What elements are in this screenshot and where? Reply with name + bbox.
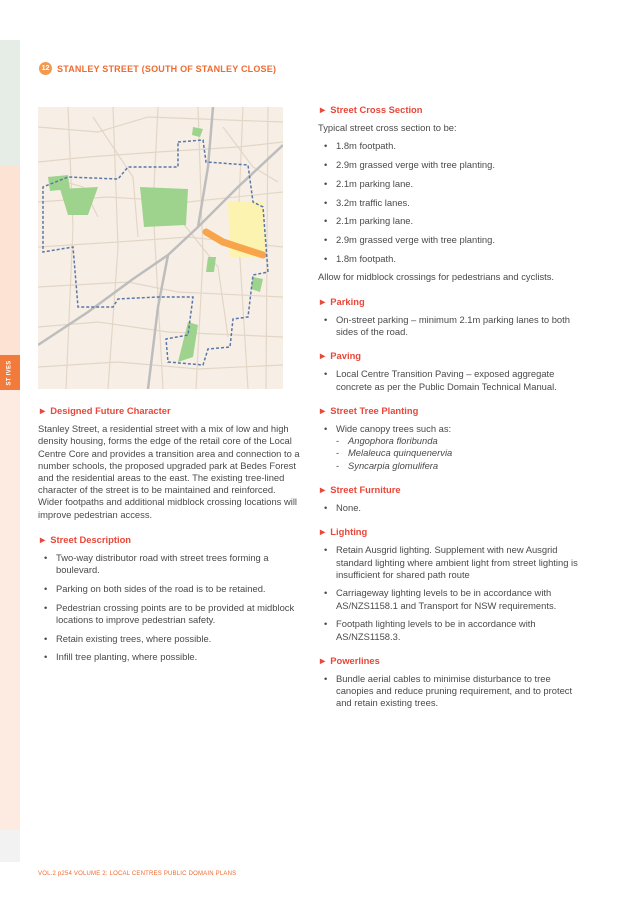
section-heading: ► Street Cross Section	[318, 104, 423, 115]
section-heading: ► Street Description	[38, 533, 132, 545]
cross-section-intro: Typical street cross section to be:	[318, 122, 457, 134]
tree-planting-list	[318, 423, 580, 472]
list-item: • On-street parking – minimum 2.1m parking lanes to both sides of the road.	[318, 314, 580, 338]
list-item: • Retain Ausgrid lighting. Supplement with new Ausgrid standard lighting where ambient light from street lighting is insufficient for shared path route	[318, 544, 580, 581]
section-number-badge: 12	[39, 62, 52, 75]
page-title: STANLEY STREET (SOUTH OF STANLEY CLOSE)	[57, 63, 277, 74]
section-heading: ► Paving	[318, 350, 362, 362]
list-item: • Two-way distributor road with street trees forming a boulevard.	[38, 552, 300, 576]
furniture-list	[318, 502, 580, 514]
list-item: • 3.2m traffic lanes.	[318, 197, 580, 209]
location-map	[38, 107, 283, 389]
arrow-right-icon: ►	[318, 104, 328, 115]
list-item: • 2.9m grassed verge with tree planting.	[318, 159, 580, 171]
parking-list	[318, 314, 580, 338]
arrow-right-icon: ►	[318, 526, 328, 538]
section-heading: ► Designed Future Character	[38, 405, 171, 416]
powerlines-list	[318, 673, 580, 710]
map-graphic	[38, 107, 283, 389]
street-description-list	[38, 552, 300, 663]
list-item: • Parking on both sides of the road is to be retained.	[38, 583, 300, 595]
species-item: - Syncarpia glomulifera	[336, 460, 580, 472]
character-paragraph: Stanley Street, a residential street with a mix of low and high density housing, forms the edge of the retail core of the Local Centre Core and provides a transition area and connection to a number schools, the proposed upgraded park at Bedes Forest and the residential areas to the east. The existing tree-lined character of the street is to be maintained and reinforced. Wider footpaths and additional midblock crossing locations will improve pedestrian access.	[38, 423, 300, 520]
arrow-right-icon: ►	[38, 405, 48, 416]
list-item: • 2.1m parking lane.	[318, 178, 580, 190]
list-item: • 1.8m footpath.	[318, 253, 580, 265]
list-item: • None.	[318, 502, 580, 514]
section-heading: ► Street Tree Planting	[318, 404, 419, 416]
arrow-right-icon: ►	[318, 483, 328, 495]
list-item: • Retain existing trees, where possible.	[38, 633, 300, 645]
cross-section-list	[318, 140, 580, 264]
list-item: • 2.1m parking lane.	[318, 215, 580, 227]
side-tab-label: ST IVES	[7, 359, 14, 386]
section-heading: ► Powerlines	[318, 654, 380, 666]
side-tab-segment	[0, 40, 20, 165]
arrow-right-icon: ►	[318, 295, 328, 307]
list-item: • Wide canopy trees such as: - Angophora floribunda - Melaleuca quinquenervia - Syncarpia glomulifera	[318, 423, 580, 472]
section-heading: ► Parking	[318, 295, 365, 307]
list-item: • Infill tree planting, where possible.	[38, 651, 300, 663]
list-item: • 1.8m footpath.	[318, 140, 580, 152]
list-item: • Local Centre Transition Paving – exposed aggregate concrete as per the Public Domain Technical Manual.	[318, 368, 580, 392]
list-item: • 2.9m grassed verge with tree planting.	[318, 234, 580, 246]
page-footer: VOL.2 p254 VOLUME 2: LOCAL CENTRES PUBLIC DOMAIN PLANS	[38, 871, 237, 877]
left-column	[38, 405, 300, 675]
side-tab-segment	[0, 165, 20, 355]
arrow-right-icon: ►	[318, 404, 328, 416]
list-item: • Bundle aerial cables to minimise disturbance to tree canopies and reduce pruning requirement, and to protect and retain existing trees.	[318, 673, 580, 710]
arrow-right-icon: ►	[318, 350, 328, 362]
list-item: • Carriageway lighting levels to be in accordance with AS/NZS1158.1 and Transport for NSW requirements.	[318, 587, 580, 611]
lighting-list	[318, 544, 580, 642]
species-list	[336, 435, 580, 472]
page-header	[39, 62, 276, 75]
cross-section-note: Allow for midblock crossings for pedestrians and cyclists.	[318, 271, 555, 283]
section-heading: ► Street Furniture	[318, 483, 401, 495]
arrow-right-icon: ►	[38, 533, 48, 545]
right-column	[318, 104, 580, 722]
list-item: • Footpath lighting levels to be in accordance with AS/NZS1158.3.	[318, 618, 580, 642]
list-item: • Pedestrian crossing points are to be provided at midblock locations to improve pedestrian safety.	[38, 602, 300, 626]
species-item: - Melaleuca quinquenervia	[336, 447, 580, 459]
side-tab-segment	[0, 830, 20, 862]
side-tab-segment	[0, 390, 20, 830]
section-heading: ► Lighting	[318, 526, 368, 538]
species-item: - Angophora floribunda	[336, 435, 580, 447]
paving-list	[318, 368, 580, 392]
arrow-right-icon: ►	[318, 654, 328, 666]
